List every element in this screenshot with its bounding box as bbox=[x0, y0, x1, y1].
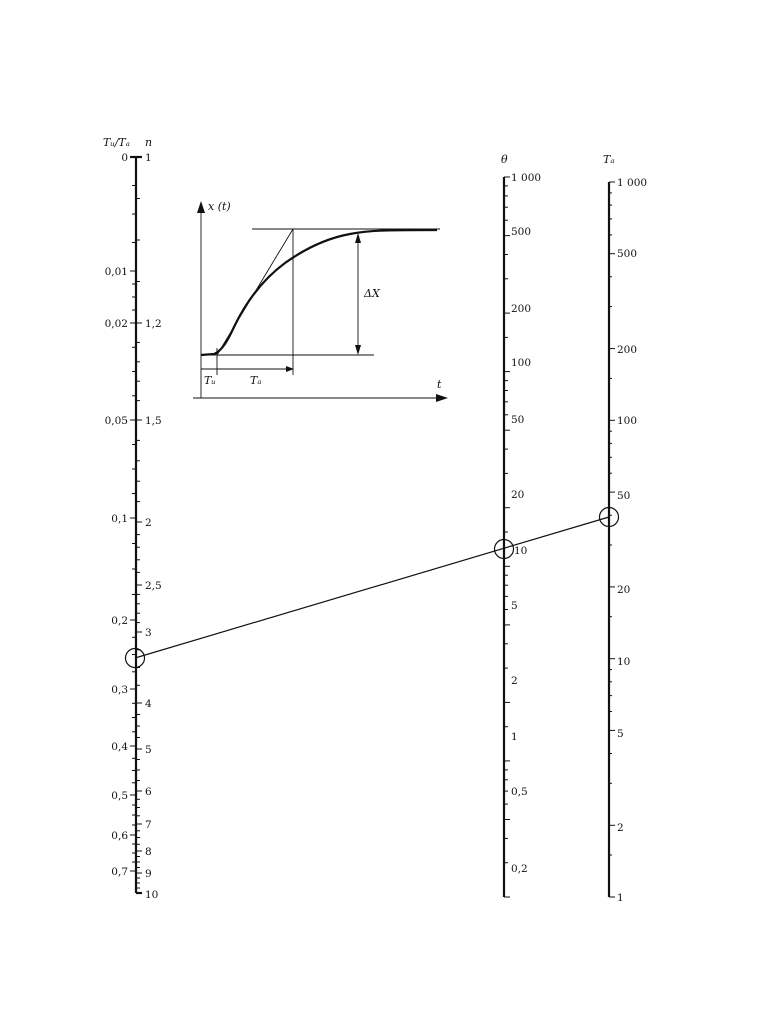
n-label-1-2: 1,2 bbox=[145, 318, 162, 330]
inset-ta-label: Tₐ bbox=[250, 374, 262, 387]
ratio-label-0-05: 0,05 bbox=[104, 415, 128, 427]
n-label-1: 1 bbox=[145, 152, 152, 164]
inset-response-curve bbox=[201, 230, 437, 355]
n-label-7: 7 bbox=[145, 819, 152, 831]
theta-label-200: 200 bbox=[511, 303, 532, 315]
n-label-8: 8 bbox=[145, 846, 152, 858]
example-reading bbox=[126, 508, 619, 668]
theta-label-10: 10 bbox=[514, 545, 528, 557]
theta-label-0-5: 0,5 bbox=[511, 786, 528, 798]
header-ta: Tₐ bbox=[603, 153, 615, 166]
theta-tick-labels bbox=[511, 172, 541, 875]
n-label-2: 2 bbox=[145, 517, 152, 529]
step-response-inset bbox=[193, 200, 448, 402]
inset-y-axis-arrow-icon bbox=[197, 201, 205, 213]
header-n: n bbox=[145, 136, 153, 149]
ta-tick-labels bbox=[617, 177, 647, 904]
n-label-4: 4 bbox=[145, 698, 152, 710]
ta-scale bbox=[609, 177, 647, 904]
ratio-label-0: 0 bbox=[121, 152, 128, 164]
inset-delta-label: ΔX bbox=[364, 287, 380, 300]
ratio-tick-labels bbox=[105, 152, 129, 878]
header-tu-ta: Tᵤ/Tₐ bbox=[103, 136, 130, 149]
theta-label-100: 100 bbox=[511, 357, 532, 369]
ratio-label-0-4: 0,4 bbox=[111, 741, 128, 753]
theta-label-0-2: 0,2 bbox=[511, 863, 528, 875]
theta-label-2: 2 bbox=[511, 675, 518, 687]
n-label-1-5: 1,5 bbox=[145, 415, 162, 427]
inset-x-label: t bbox=[437, 378, 442, 391]
ta-label-2: 2 bbox=[617, 822, 624, 834]
theta-label-50: 50 bbox=[511, 414, 525, 426]
inset-delta-up-arrow-icon bbox=[355, 233, 361, 243]
n-label-10: 10 bbox=[145, 889, 159, 901]
n-tick-labels bbox=[145, 152, 162, 901]
ratio-label-0-01: 0,01 bbox=[104, 266, 128, 278]
example-connecting-line bbox=[135, 517, 609, 658]
inset-tu-label: Tᵤ bbox=[204, 374, 216, 387]
ratio-label-0-02: 0,02 bbox=[104, 318, 128, 330]
n-label-5: 5 bbox=[145, 744, 152, 756]
n-label-2-5: 2,5 bbox=[145, 580, 162, 592]
ta-label-10: 10 bbox=[617, 656, 631, 668]
ratio-label-0-7: 0,7 bbox=[111, 866, 128, 878]
theta-label-5: 5 bbox=[511, 600, 518, 612]
ratio-label-0-5: 0,5 bbox=[111, 790, 128, 802]
theta-label-500: 500 bbox=[511, 226, 532, 238]
theta-label-1000: 1 000 bbox=[511, 172, 542, 184]
ta-label-100: 100 bbox=[617, 415, 638, 427]
ta-label-1000: 1 000 bbox=[617, 177, 648, 189]
ta-label-20: 20 bbox=[617, 584, 631, 596]
header-theta: θ bbox=[501, 153, 508, 166]
ta-label-200: 200 bbox=[617, 344, 638, 356]
n-label-3: 3 bbox=[145, 627, 152, 639]
n-label-6: 6 bbox=[145, 786, 152, 798]
ta-label-500: 500 bbox=[617, 248, 638, 260]
inset-x-axis-arrow-icon bbox=[436, 394, 448, 402]
theta-scale bbox=[504, 172, 541, 897]
n-label-9: 9 bbox=[145, 868, 152, 880]
theta-label-1: 1 bbox=[511, 731, 518, 743]
ratio-label-0-2: 0,2 bbox=[111, 615, 128, 627]
inset-y-label: x (t) bbox=[208, 200, 231, 213]
ta-label-5: 5 bbox=[617, 728, 624, 740]
ratio-label-0-3: 0,3 bbox=[111, 684, 128, 696]
ta-label-1: 1 bbox=[617, 892, 624, 904]
inset-delta-down-arrow-icon bbox=[355, 345, 361, 355]
ta-label-50: 50 bbox=[617, 490, 631, 502]
theta-label-20: 20 bbox=[511, 489, 525, 501]
ratio-label-0-6: 0,6 bbox=[111, 830, 128, 842]
left-scale bbox=[105, 152, 162, 901]
ratio-label-0-1: 0,1 bbox=[111, 513, 128, 525]
